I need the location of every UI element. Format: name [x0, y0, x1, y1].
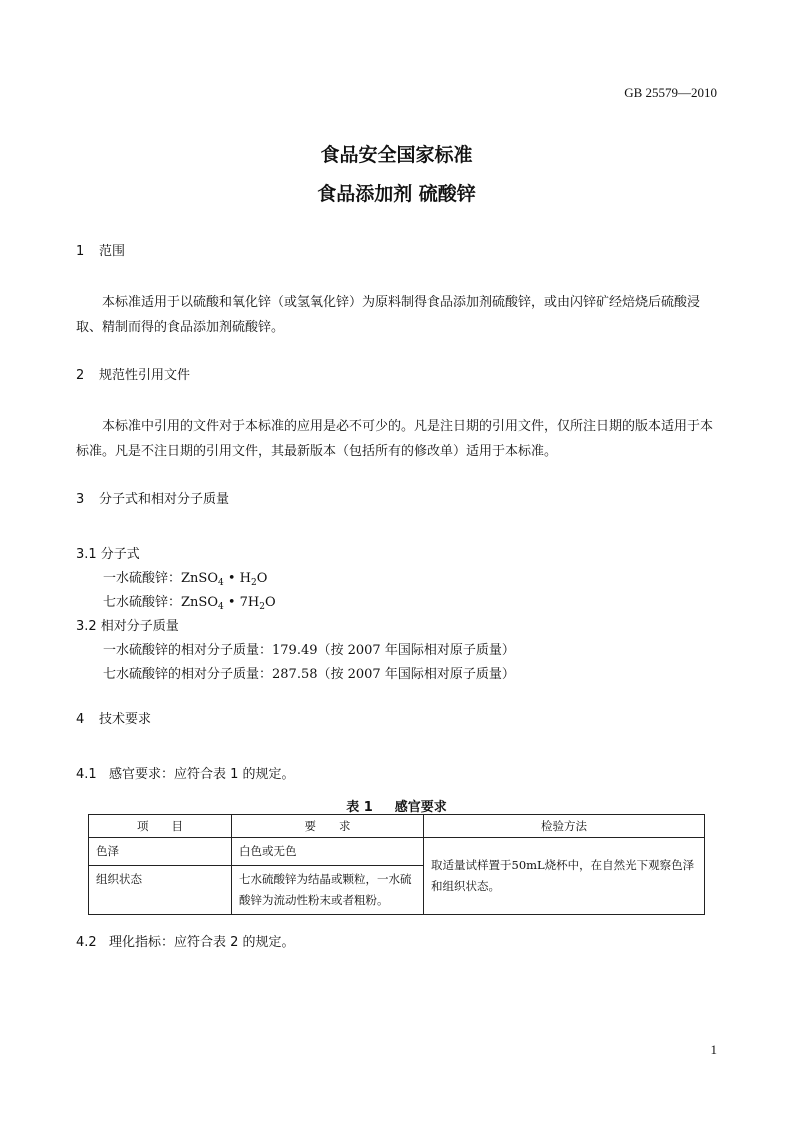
section-3-heading: [76, 488, 229, 507]
molecular-mass-heptahydrate: 七水硫酸锌的相对分子质量：287.58（按 2007 年国际相对原子质量）: [103, 667, 515, 682]
molecular-mass-monohydrate: 一水硫酸锌的相对分子质量：179.49（按 2007 年国际相对原子质量）: [103, 643, 515, 658]
cell-item: 色泽: [89, 838, 232, 866]
section-number: 2: [76, 368, 85, 383]
table-header-row: [89, 815, 705, 838]
formula-part: O: [256, 571, 268, 586]
document-title: 食品安全国家标准: [320, 144, 473, 166]
table-number: 表 1: [346, 800, 373, 815]
table-title: 感官要求: [394, 800, 447, 815]
section-number: 4: [76, 712, 85, 727]
subsection-3-2-heading: 3.2 相对分子质量: [76, 619, 179, 634]
section-4-heading: [76, 708, 151, 727]
formula-heptahydrate: [103, 591, 276, 610]
cell-item: 组织状态: [89, 866, 232, 915]
formula-subscript: 2: [251, 578, 257, 588]
section-2-paragraph: [76, 414, 718, 464]
subsection-number: 4.2: [76, 935, 97, 950]
section-title: 技术要求: [99, 712, 152, 727]
column-header-requirement: 要 求: [232, 815, 424, 838]
standard-number: GB 25579—2010: [624, 85, 717, 100]
cell-requirement: 七水硫酸锌为结晶或颗粒，一水硫酸锌为流动性粉末或者粗粉。: [232, 866, 424, 915]
sensory-requirements-table: [88, 814, 705, 915]
formula-label: 一水硫酸锌：: [103, 571, 182, 586]
formula-subscript: 4: [217, 602, 224, 612]
formula-part: ZnSO: [181, 595, 218, 610]
document-subtitle: 食品添加剂 硫酸锌: [317, 183, 476, 205]
paragraph-text: 本标准适用于以硫酸和氧化锌（或氢氧化锌）为原料制得食品添加剂硫酸锌，或由闪锌矿经焙烧后硫酸浸取、精制而得的食品添加剂硫酸锌。: [76, 295, 701, 335]
table-1-caption: [0, 796, 793, 815]
section-title: 范围: [99, 244, 126, 259]
section-number: 3: [76, 492, 85, 507]
formula-part: • H: [223, 571, 251, 586]
formula-part: O: [265, 595, 276, 610]
section-2-heading: [76, 364, 190, 383]
cell-requirement: 白色或无色: [232, 838, 424, 866]
subsection-3-1-heading: 3.1 分子式: [76, 547, 140, 562]
paragraph-text: 本标准中引用的文件对于本标准的应用是必不可少的。凡是注日期的引用文件，仅所注日期的版本适用于本标准。凡是不注日期的引用文件，其最新版本（包括所有的修改单）适用于本标准。: [76, 419, 714, 459]
section-title: 规范性引用文件: [99, 368, 191, 383]
formula-subscript: 4: [217, 578, 224, 588]
formula-part: ZnSO: [181, 571, 218, 586]
cell-method: 取适量试样置于50mL烧杯中，在自然光下观察色泽和组织状态。: [424, 838, 705, 915]
section-1-paragraph: [76, 290, 718, 340]
subsection-number: 4.1: [76, 767, 97, 782]
table-row: [89, 838, 705, 866]
section-1-heading: [76, 240, 125, 259]
subsection-4-2: [76, 931, 295, 950]
subsection-4-1: [76, 763, 295, 782]
column-header-item: 项 目: [89, 815, 232, 838]
section-title: 分子式和相对分子质量: [99, 492, 230, 507]
subsection-text: 理化指标：应符合表 2 的规定。: [109, 935, 295, 950]
page-number: 1: [710, 1042, 717, 1057]
section-number: 1: [76, 244, 85, 259]
formula-monohydrate: [103, 567, 267, 586]
formula-label: 七水硫酸锌：: [103, 595, 182, 610]
column-header-method: 检验方法: [424, 815, 705, 838]
subsection-text: 感官要求：应符合表 1 的规定。: [109, 767, 295, 782]
formula-part: • 7H: [223, 595, 260, 610]
formula-subscript: 2: [259, 602, 265, 612]
